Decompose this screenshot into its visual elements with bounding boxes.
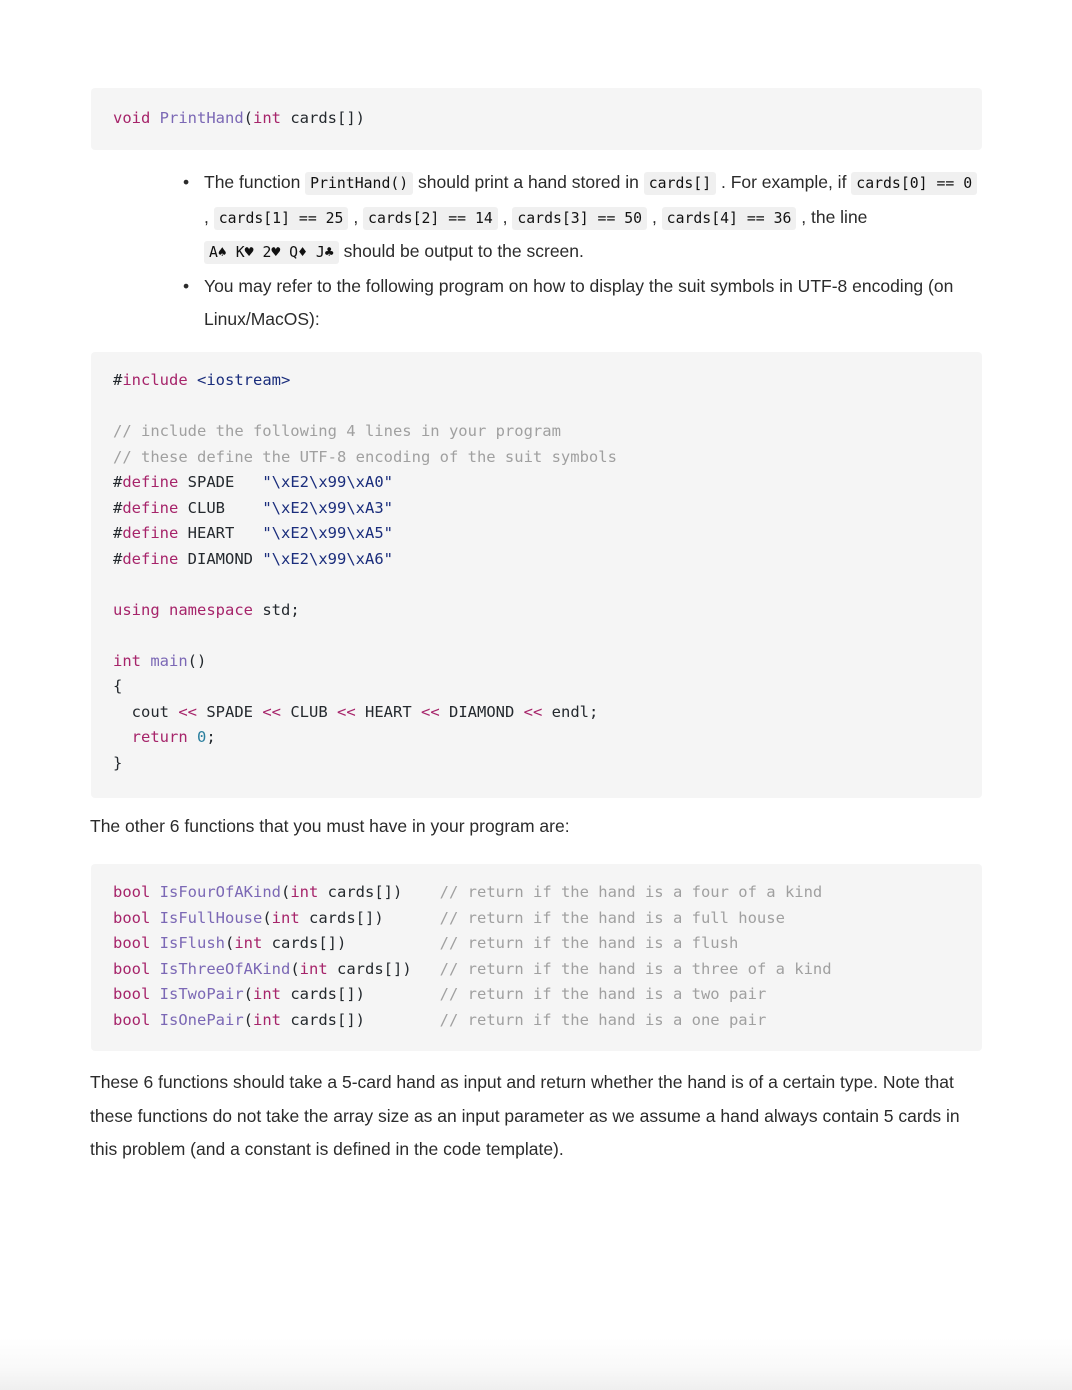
code-token: } [113,753,123,772]
bullet-text: , [204,206,214,227]
code-token: << [421,702,440,721]
code-token: ( [262,908,272,927]
code-token: main [150,651,188,670]
code-token: cards[]) [281,1010,384,1029]
code-token [150,985,159,1003]
bullet-text: , the line [796,206,868,227]
code-token: bool [113,934,151,952]
code-token: // return if the hand is a flush [365,934,739,952]
code-token: bool [113,1010,151,1029]
code-token: // include the following 4 lines in your program [113,422,561,440]
code-token: "\xE2\x99\xA6" [262,549,393,568]
code-token: # [113,371,123,389]
code-token [160,601,169,619]
inline-code-chip: cards[3] == 50 [512,207,647,230]
code-token: int [253,985,282,1003]
code-token: ( [290,959,300,978]
code-token: std; [253,600,300,619]
inline-code-chip: cards[4] == 36 [662,207,797,230]
bullet-text: should be output to the screen. [338,241,584,261]
code-token: DIAMOND [178,549,263,568]
inline-code-chip: cards[1] == 25 [214,207,349,230]
code-token: # [113,498,123,517]
bullet-text: , [348,206,364,227]
code-token: << [337,702,356,721]
code-token: bool [113,908,151,927]
code-token: // return if the hand is a three of a kind [421,959,832,978]
code-token: <iostream> [197,371,291,389]
code-token: CLUB [281,702,337,721]
code-token: SPADE [197,702,263,721]
code-block-utf8-program [91,352,982,798]
code-token [150,1011,159,1029]
code-token [188,728,197,746]
code-token: // these define the UTF-8 encoding of the suit symbols [113,447,617,466]
inline-code-chip: PrintHand() [305,172,413,195]
code-token: // return if the hand is a one pair [383,1010,767,1029]
code-token: << [178,702,197,721]
code-token: ( [243,985,254,1003]
code-token: int [253,1010,282,1029]
inline-code-chip: cards[0] == 0 [851,172,977,195]
code-token: // return if the hand is a four of a kind [421,883,823,901]
code-token [113,728,132,746]
code-token: 0 [197,728,207,746]
code-token: SPADE [178,473,263,491]
inline-code-chip: cards[2] == 14 [363,207,498,230]
code-block-function-declarations [91,864,982,1051]
code-token: using [113,600,160,619]
code-token: DIAMOND [439,702,524,721]
code-token: # [113,524,123,542]
code-token: HEART [355,702,421,721]
code-token: int [253,109,282,127]
code-token: cards[]) [327,959,421,978]
code-token [150,109,159,127]
code-token: IsThreeOfAKind [159,959,291,978]
code-token [150,909,159,927]
bullet-text: , [647,206,662,227]
code-token: IsFourOfAKind [159,883,281,901]
code-token: IsTwoPair [159,985,244,1003]
code-token [150,960,159,978]
code-token [141,652,150,670]
code-token: PrintHand [159,109,244,127]
inline-code-chip: cards[] [644,172,716,195]
code-token: ( [243,109,254,127]
bullet-text: . For example, if [716,172,852,192]
code-token [188,371,197,389]
code-token: endl; [542,702,599,721]
code-token: int [113,651,141,670]
code-token: ( [225,934,235,952]
code-token: // return if the hand is a two pair [383,985,767,1003]
requirements-bullet-list [174,166,984,337]
bullet-marker-icon: • [183,172,190,192]
code-token: int [299,959,328,978]
code-token: // return if the hand is a full house [402,908,785,927]
code-token: ; [206,728,216,746]
code-token: namespace [169,600,254,619]
bullet-text: You may refer to the following program on how to display the suit symbols in UTF-8 encoding (on Linux/MacOS): [204,275,954,329]
code-token: cards[]) [281,109,366,127]
code-content-functions [113,883,832,1029]
code-token: define [122,549,179,568]
code-token: bool [113,883,151,901]
inline-code-chip: A♠ K♥ 2♥ Q♦ J♣ [204,241,339,264]
code-content-program [113,371,617,772]
code-token: int [290,883,319,901]
code-block-function-signature [91,88,982,150]
code-token: cout [113,702,179,721]
code-token: cards[]) [318,883,421,901]
code-token: IsOnePair [159,1010,244,1029]
code-token: cards[]) [281,985,384,1003]
code-content-signature [113,109,365,127]
code-token: "\xE2\x99\xA5" [262,524,393,542]
code-token: return [131,728,188,746]
code-token: HEART [178,524,263,542]
code-token: cards[]) [262,934,365,952]
code-token: << [523,702,543,721]
bullet-text: The function [204,172,306,192]
code-token: bool [113,959,151,978]
code-token: # [113,549,123,568]
code-token: int [234,934,263,952]
code-token: bool [113,985,151,1003]
bullet-text: should print a hand stored in [413,172,644,192]
code-token: ( [243,1010,254,1029]
code-token [150,883,159,901]
code-token [150,934,159,952]
paragraph-closing-notes: These 6 functions should take a 5-card hand as input and return whether the hand is of a certain type. Note that these functions do not take the array size as an input parameter as we assume a hand always contain 5 cards in this problem (and a constant is defined in the code template). [90,1072,960,1159]
paragraph-other-functions-intro: The other 6 functions that you must have in your program are: [90,816,570,836]
code-token: ( [281,883,291,901]
code-token: void [113,109,151,127]
code-token: "\xE2\x99\xA0" [262,473,393,491]
code-token: CLUB [178,498,263,517]
bullet-item [174,270,984,337]
code-token: define [122,498,179,517]
code-token: cards[]) [299,908,403,927]
code-token: include [122,371,188,389]
code-token: define [122,473,179,491]
code-token: { [113,677,123,695]
bullet-marker-icon: • [183,275,190,296]
code-token: () [187,651,207,670]
code-token: << [262,702,281,721]
code-token: # [113,473,123,491]
code-token: IsFullHouse [159,908,263,927]
page-bottom-fade [0,1338,1072,1390]
code-token: IsFlush [159,934,225,952]
bullet-item [174,166,984,270]
bullet-text: , [497,206,513,227]
code-token: define [122,524,179,542]
code-token: "\xE2\x99\xA3" [262,498,393,517]
code-token: int [271,908,300,927]
